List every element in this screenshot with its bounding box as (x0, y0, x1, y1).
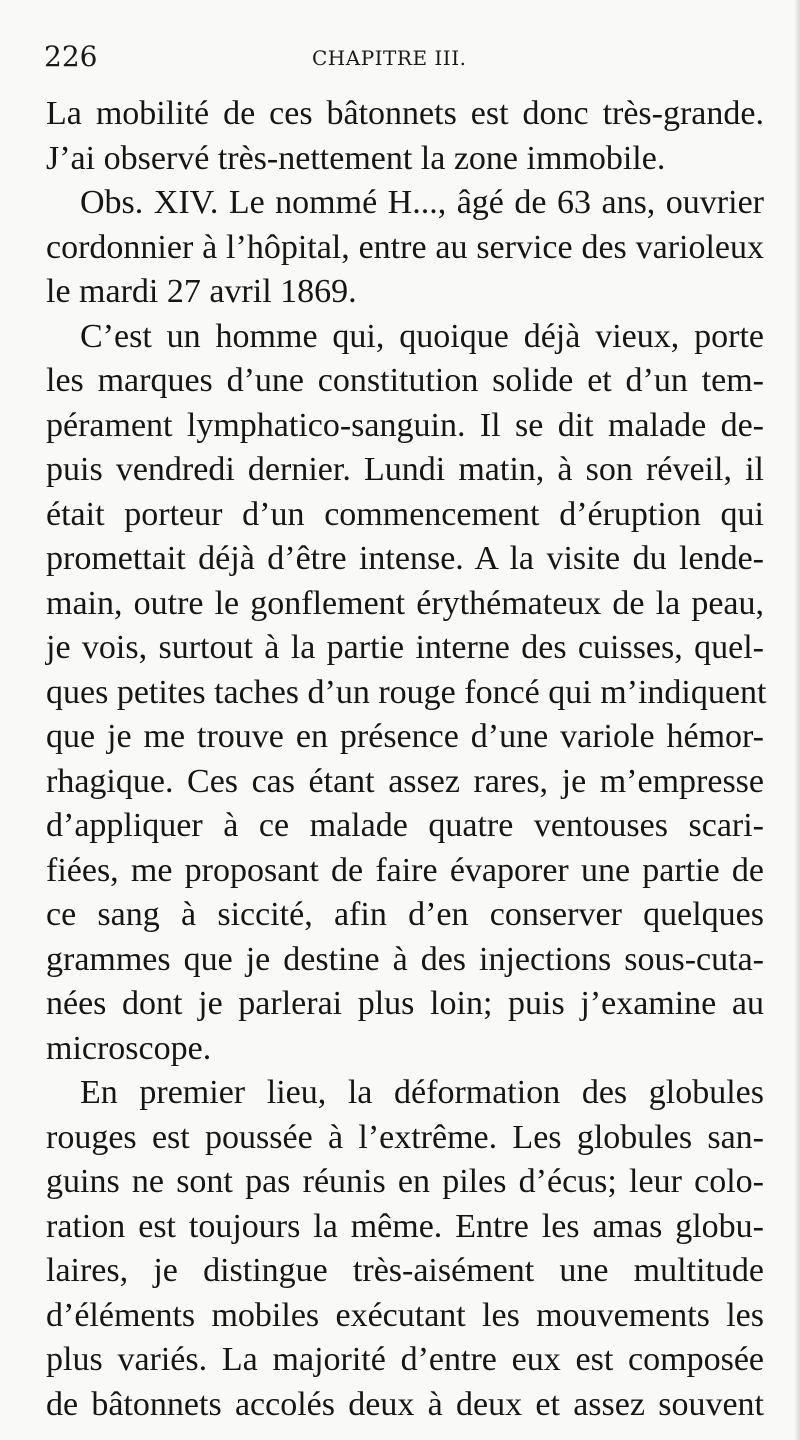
text-line: promettait déjà d’être intense. A la visite du lende- (46, 540, 764, 577)
text-line: rouges est poussée à l’extrême. Les globules san- (46, 1118, 764, 1156)
text-line: que je me trouve en présence d’une variole hémor- (46, 718, 764, 755)
page-number: 226 (44, 40, 98, 73)
text-line: d’éléments mobiles exécutant les mouvements les (46, 1296, 764, 1334)
text-line: fiées, me proposant de faire évaporer une partie de (46, 851, 764, 889)
text-line: pérament lymphatico-sanguin. Il se dit malade de- (46, 406, 764, 444)
text-line: ques petites taches d’un rouge foncé qui m’indiquent (46, 673, 767, 711)
text-line: guins ne sont pas réunis en piles d’écus; leur colo- (46, 1163, 764, 1200)
text-line: La mobilité de ces bâtonnets est donc très-grande. (46, 95, 764, 132)
text-line: le mardi 27 avril 1869. (46, 273, 357, 310)
text-line: C’est un homme qui, quoique déjà vieux, porte (80, 317, 764, 355)
text-line: grammes que je destine à des injections sous-cuta- (46, 940, 764, 978)
text-line: J’ai observé très-nettement la zone immobile. (46, 139, 666, 177)
body-text (46, 92, 767, 1427)
text-line: En premier lieu, la déformation des globules (80, 1074, 764, 1111)
text-line: microscope. (46, 1029, 212, 1067)
text-line: les marques d’une constitution solide et d’un tem- (46, 362, 764, 399)
page-edge-shadow (794, 0, 800, 1440)
text-line: laires, je distingue très-aisément une multitude (46, 1252, 764, 1289)
text-line: de bâtonnets accolés deux à deux et assez souvent (46, 1385, 764, 1423)
page-header (0, 40, 800, 80)
text-line: main, outre le gonflement érythémateux de la peau, (46, 584, 764, 622)
text-line: d’appliquer à ce malade quatre ventouses scari- (46, 807, 764, 844)
text-line: cordonnier à l’hôpital, entre au service des varioleux (46, 228, 764, 266)
text-line: rhagique. Ces cas étant assez rares, je m’empresse (46, 762, 764, 800)
text-line: plus variés. La majorité d’entre eux est composée (46, 1341, 764, 1378)
running-head: CHAPITRE III. (312, 46, 467, 70)
text-line: ration est toujours la même. Entre les amas globu- (46, 1207, 764, 1245)
text-line: je vois, surtout à la partie interne des cuisses, quel- (46, 629, 764, 666)
text-line: puis vendredi dernier. Lundi matin, à son réveil, il (46, 451, 764, 488)
text-line: était porteur d’un commencement d’éruption qui (46, 495, 764, 533)
text-line: Obs. XIV. Le nommé H..., âgé de 63 ans, ouvrier (80, 184, 764, 221)
text-line: nées dont je parlerai plus loin; puis j’examine au (46, 985, 764, 1022)
text-line: ce sang à siccité, afin d’en conserver quelques (46, 896, 764, 933)
